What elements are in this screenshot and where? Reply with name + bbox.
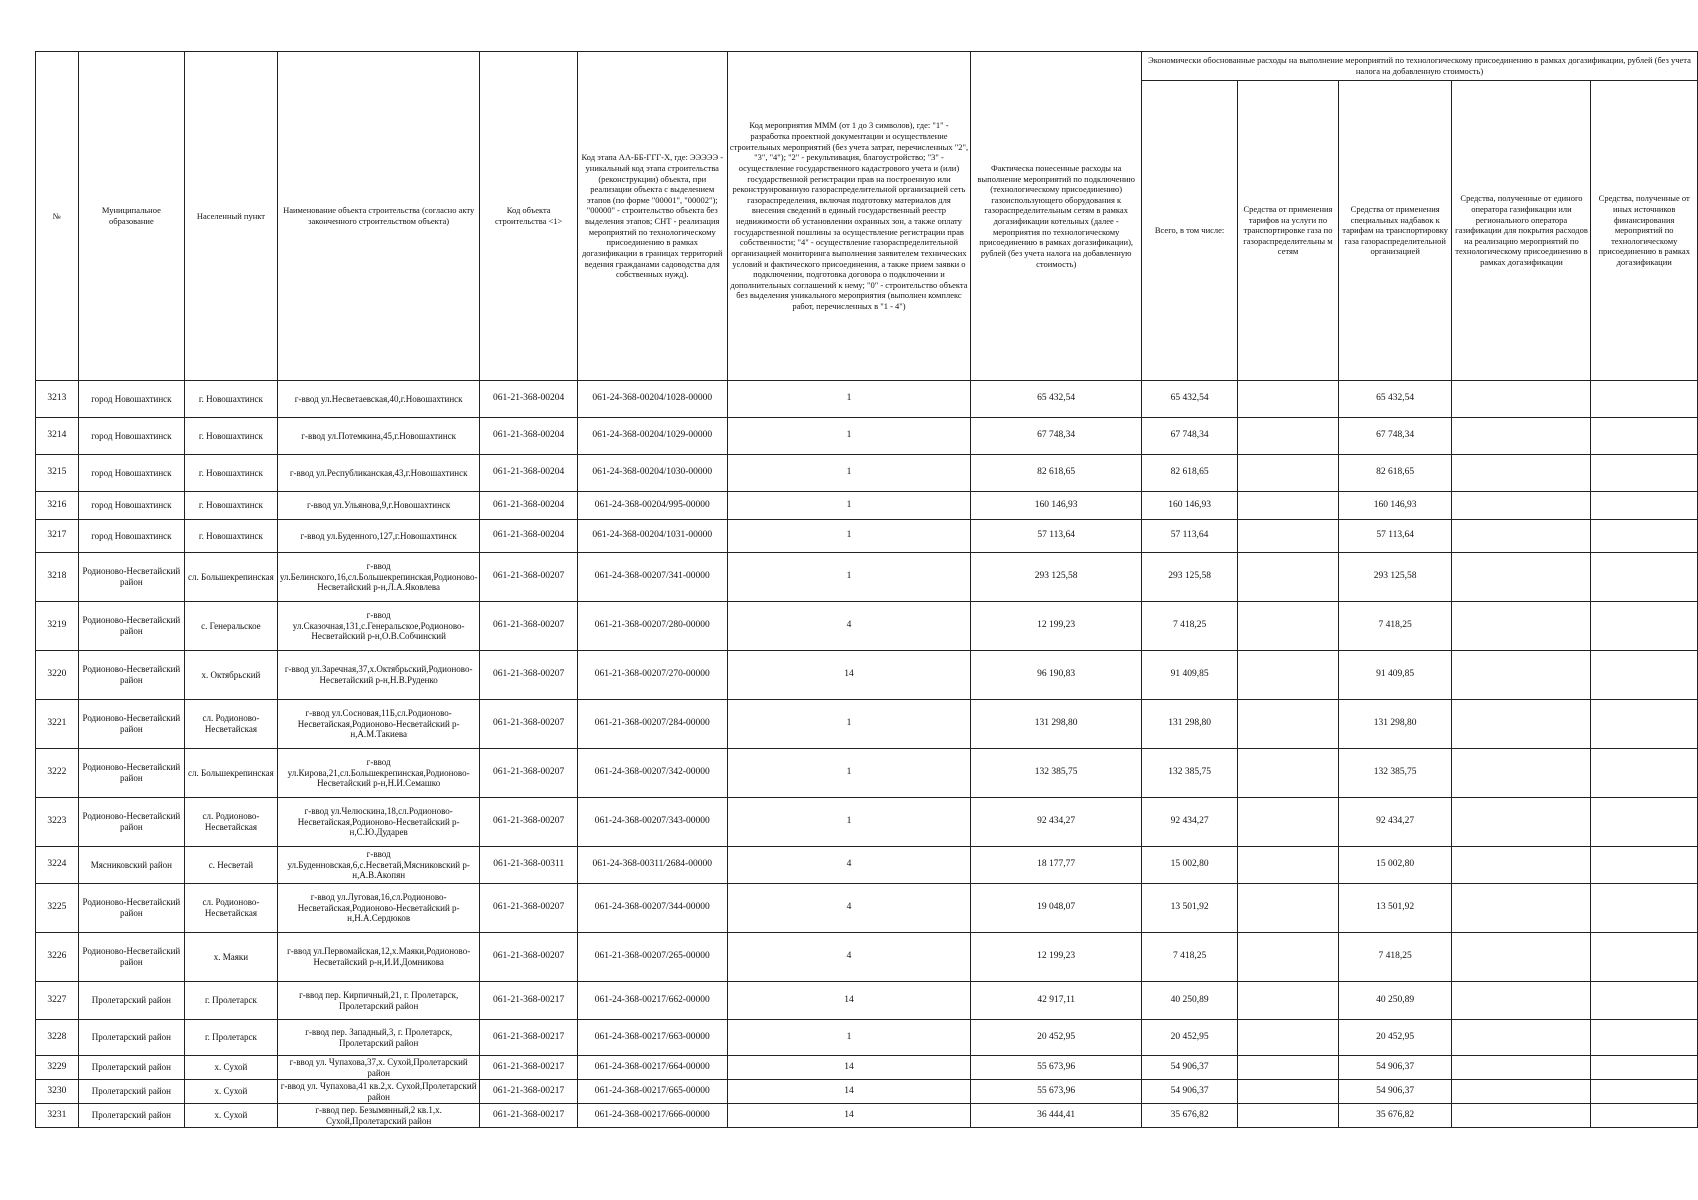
header-tariff-transport: Средства от применения тарифов на услуги по транспортировке газа по газораспределительны м сетям: [1238, 81, 1339, 381]
cell-activity-code: 14: [727, 1104, 971, 1128]
cell-stage-code: 061-24-368-00217/664-00000: [577, 1056, 727, 1080]
cell-total: 15 002,80: [1142, 847, 1238, 884]
cell-locality: х. Маяки: [185, 933, 278, 982]
cell-tariff-transport: [1238, 602, 1339, 651]
cell-num: 3220: [36, 651, 79, 700]
cell-activity-code: 1: [727, 700, 971, 749]
cell-object-name: г-ввод ул.Белинского,16,сл.Большекрепинская,Родионово-Несветайский р-н,Л.А.Яковлева: [277, 553, 480, 602]
cell-total: 40 250,89: [1142, 982, 1238, 1020]
cell-activity-code: 4: [727, 847, 971, 884]
cell-other-sources: [1591, 884, 1698, 933]
cell-activity-code: 14: [727, 1056, 971, 1080]
cell-object-code: 061-21-368-00204: [480, 381, 577, 418]
cell-num: 3226: [36, 933, 79, 982]
cell-actual-costs: 36 444,41: [971, 1104, 1142, 1128]
cell-actual-costs: 55 673,96: [971, 1056, 1142, 1080]
cell-actual-costs: 96 190,83: [971, 651, 1142, 700]
cell-locality: х. Октябрьский: [185, 651, 278, 700]
cell-municipality: город Новошахтинск: [78, 492, 184, 520]
cell-locality: г. Новошахтинск: [185, 381, 278, 418]
cell-special-markups: 54 906,37: [1338, 1056, 1452, 1080]
cell-special-markups: 65 432,54: [1338, 381, 1452, 418]
cell-locality: г. Новошахтинск: [185, 418, 278, 455]
cell-total: 65 432,54: [1142, 381, 1238, 418]
cell-tariff-transport: [1238, 847, 1339, 884]
table-row: [36, 602, 1698, 651]
cell-tariff-transport: [1238, 553, 1339, 602]
cell-other-sources: [1591, 602, 1698, 651]
table-row: [36, 651, 1698, 700]
cell-object-name: г-ввод ул.Несветаевская,40,г.Новошахтинск: [277, 381, 480, 418]
cell-stage-code: 061-24-368-00204/995-00000: [577, 492, 727, 520]
cell-num: 3227: [36, 982, 79, 1020]
table-row: [36, 798, 1698, 847]
table-row: [36, 492, 1698, 520]
cell-tariff-transport: [1238, 749, 1339, 798]
cell-activity-code: 4: [727, 884, 971, 933]
cell-stage-code: 061-24-368-00204/1031-00000: [577, 520, 727, 553]
cell-object-code: 061-21-368-00217: [480, 1020, 577, 1056]
header-locality: Населенный пункт: [185, 52, 278, 381]
cell-object-name: г-ввод ул.Челюскина,18,сл.Родионово-Несветайская,Родионово-Несветайский р-н,С.Ю.Дударев: [277, 798, 480, 847]
cell-single-operator: [1452, 418, 1591, 455]
cell-tariff-transport: [1238, 455, 1339, 492]
cell-locality: сл. Большекрепинская: [185, 749, 278, 798]
table-row: [36, 1104, 1698, 1128]
cell-special-markups: 7 418,25: [1338, 933, 1452, 982]
cell-locality: г. Пролетарск: [185, 982, 278, 1020]
cell-other-sources: [1591, 520, 1698, 553]
cell-object-code: 061-21-368-00207: [480, 700, 577, 749]
cell-stage-code: 061-24-368-00217/666-00000: [577, 1104, 727, 1128]
cell-special-markups: 40 250,89: [1338, 982, 1452, 1020]
cell-stage-code: 061-21-368-00207/265-00000: [577, 933, 727, 982]
cell-num: 3221: [36, 700, 79, 749]
cell-municipality: Пролетарский район: [78, 1080, 184, 1104]
header-actual-costs: Фактическа понесенные расходы на выполнение мероприятий по подключению (технологическому присоединению) газоиспользующего оборудования к газораспределительным сетям в рамках догазификации котельных (далее - мероприятия по технологическому присоединению в рамках догазификации), рублей (без учета налога на добавленную стоимость): [971, 52, 1142, 381]
cell-municipality: Родионово-Несветайский район: [78, 798, 184, 847]
cell-stage-code: 061-24-368-00217/663-00000: [577, 1020, 727, 1056]
cell-num: 3214: [36, 418, 79, 455]
cell-locality: с. Несветай: [185, 847, 278, 884]
cell-stage-code: 061-24-368-00204/1028-00000: [577, 381, 727, 418]
header-activity-code: Код мероприятия МММ (от 1 до 3 символов), где: "1" - разработка проектной документации и осуществление строительных мероприятий (без учета затрат, перечисленных "2", "3", "4"); "2" - рекультивация, благоустройство; "3" - осуществление государственного кадастрового учета и (или) государственной регистрации прав на построенную или реконструированную газораспределительной организацией сеть газораспределения, включая подготовку материалов для внесения сведений в единый государственный реестр недвижимости об установлении охранных зон, а также оплату государственной пошлины за осуществление регистрации прав собственности; "4" - осуществление газораспределительной организацией мониторинга выполнения заявителем технических условий и фактического присоединения, а также прием заявки о подключении, подготовка договора о подключении и дополнительных соглашений к нему; "0" - строительство объекта без выделения уникального мероприятия (выполнен комплекс работ, перечисленных в "1 - 4"): [727, 52, 971, 381]
cell-total: 35 676,82: [1142, 1104, 1238, 1128]
cell-total: 54 906,37: [1142, 1056, 1238, 1080]
cell-tariff-transport: [1238, 651, 1339, 700]
cell-activity-code: 1: [727, 381, 971, 418]
cell-stage-code: 061-24-368-00207/341-00000: [577, 553, 727, 602]
cell-total: 131 298,80: [1142, 700, 1238, 749]
cell-tariff-transport: [1238, 381, 1339, 418]
cell-locality: сл. Родионово-Несветайская: [185, 700, 278, 749]
cell-other-sources: [1591, 982, 1698, 1020]
cell-object-code: 061-21-368-00207: [480, 651, 577, 700]
table-row: [36, 847, 1698, 884]
cell-stage-code: 061-24-368-00217/665-00000: [577, 1080, 727, 1104]
header-single-operator: Средства, полученные от единого оператора газификации или регионального оператора газификации для покрытия расходов на реализацию мероприятий по технологическому присоединению в рамках догазификации: [1452, 81, 1591, 381]
cell-num: 3217: [36, 520, 79, 553]
cell-activity-code: 4: [727, 933, 971, 982]
cell-single-operator: [1452, 520, 1591, 553]
cell-total: 20 452,95: [1142, 1020, 1238, 1056]
cell-object-name: г-ввод ул.Ульянова,9,г.Новошахтинск: [277, 492, 480, 520]
table-row: [36, 700, 1698, 749]
cell-num: 3225: [36, 884, 79, 933]
cell-single-operator: [1452, 1080, 1591, 1104]
cell-object-code: 061-21-368-00217: [480, 1104, 577, 1128]
cell-other-sources: [1591, 933, 1698, 982]
cell-num: 3216: [36, 492, 79, 520]
cell-object-code: 061-21-368-00217: [480, 1080, 577, 1104]
table-row: [36, 749, 1698, 798]
cell-other-sources: [1591, 1080, 1698, 1104]
cell-tariff-transport: [1238, 982, 1339, 1020]
cell-municipality: город Новошахтинск: [78, 520, 184, 553]
cell-activity-code: 1: [727, 520, 971, 553]
cell-actual-costs: 12 199,23: [971, 933, 1142, 982]
cell-total: 57 113,64: [1142, 520, 1238, 553]
cell-object-name: г-ввод ул.Буденновская,6,с.Несветай,Мясниковский р-н,А.В.Акопян: [277, 847, 480, 884]
cell-single-operator: [1452, 602, 1591, 651]
cell-locality: сл. Большекрепинская: [185, 553, 278, 602]
cell-actual-costs: 65 432,54: [971, 381, 1142, 418]
header-total: Всего, в том числе:: [1142, 81, 1238, 381]
cell-single-operator: [1452, 798, 1591, 847]
cell-object-name: г-ввод пер. Западный,3, г. Пролетарск, Пролетарский район: [277, 1020, 480, 1056]
cell-object-name: г-ввод ул.Сказочная,131,с.Генеральское,Родионово-Несветайский р-н,О.В.Собчинский: [277, 602, 480, 651]
cell-municipality: Родионово-Несветайский район: [78, 933, 184, 982]
cell-other-sources: [1591, 455, 1698, 492]
cell-num: 3229: [36, 1056, 79, 1080]
cell-stage-code: 061-24-368-00207/343-00000: [577, 798, 727, 847]
table-row: [36, 455, 1698, 492]
cell-single-operator: [1452, 1056, 1591, 1080]
cell-special-markups: 131 298,80: [1338, 700, 1452, 749]
table-row: [36, 520, 1698, 553]
cell-single-operator: [1452, 982, 1591, 1020]
cell-total: 7 418,25: [1142, 933, 1238, 982]
cell-object-code: 061-21-368-00204: [480, 520, 577, 553]
cell-actual-costs: 18 177,77: [971, 847, 1142, 884]
cell-activity-code: 1: [727, 455, 971, 492]
cell-single-operator: [1452, 700, 1591, 749]
cell-object-code: 061-21-368-00207: [480, 933, 577, 982]
cell-activity-code: 14: [727, 982, 971, 1020]
cell-locality: с. Генеральское: [185, 602, 278, 651]
cell-municipality: город Новошахтинск: [78, 381, 184, 418]
cell-single-operator: [1452, 492, 1591, 520]
cell-tariff-transport: [1238, 520, 1339, 553]
cell-tariff-transport: [1238, 700, 1339, 749]
cell-special-markups: 13 501,92: [1338, 884, 1452, 933]
cell-stage-code: 061-24-368-00204/1029-00000: [577, 418, 727, 455]
header-other-sources: Средства, полученные от иных источников финансирования мероприятий по технологическому присоединению в рамках догазификации: [1591, 81, 1698, 381]
cell-object-code: 061-21-368-00207: [480, 749, 577, 798]
cell-locality: г. Новошахтинск: [185, 455, 278, 492]
cell-activity-code: 1: [727, 798, 971, 847]
cell-total: 293 125,58: [1142, 553, 1238, 602]
cell-special-markups: 92 434,27: [1338, 798, 1452, 847]
cell-other-sources: [1591, 798, 1698, 847]
header-stage-code: Код этапа АА-ББ-ГГГ-Х, где: ЭЭЭЭЭ - уникальный код этапа строительства (реконструкции) объекта, при реализации объекта с выделением этапов (по форме "00001", "00002"); "00000" - строительство объекта без выделения этапов; СНТ - реализация мероприятий по технологическому присоединению в рамках догазификации в границах территорий ведения гражданами садоводства для собственных нужд).: [577, 52, 727, 381]
cell-actual-costs: 55 673,96: [971, 1080, 1142, 1104]
cell-municipality: Родионово-Несветайский район: [78, 749, 184, 798]
cell-special-markups: 91 409,85: [1338, 651, 1452, 700]
cell-single-operator: [1452, 884, 1591, 933]
cost-table: [35, 51, 1698, 1128]
cell-actual-costs: 160 146,93: [971, 492, 1142, 520]
cell-object-name: г-ввод ул. Чупахова,37,х. Сухой,Пролетарский район: [277, 1056, 480, 1080]
cell-actual-costs: 132 385,75: [971, 749, 1142, 798]
cell-stage-code: 061-24-368-00207/344-00000: [577, 884, 727, 933]
cell-other-sources: [1591, 553, 1698, 602]
cell-special-markups: 15 002,80: [1338, 847, 1452, 884]
cell-object-code: 061-21-368-00204: [480, 455, 577, 492]
cell-other-sources: [1591, 1056, 1698, 1080]
cell-tariff-transport: [1238, 933, 1339, 982]
cell-actual-costs: 92 434,27: [971, 798, 1142, 847]
cell-locality: х. Сухой: [185, 1104, 278, 1128]
cell-actual-costs: 57 113,64: [971, 520, 1142, 553]
cell-object-name: г-ввод ул.Кирова,21,сл.Большекрепинская,Родионово-Несветайский р-н,Н.И.Семашко: [277, 749, 480, 798]
cell-stage-code: 061-24-368-00207/342-00000: [577, 749, 727, 798]
cell-actual-costs: 82 618,65: [971, 455, 1142, 492]
cell-other-sources: [1591, 492, 1698, 520]
cell-single-operator: [1452, 1104, 1591, 1128]
cell-total: 92 434,27: [1142, 798, 1238, 847]
cell-special-markups: 132 385,75: [1338, 749, 1452, 798]
cell-stage-code: 061-24-368-00311/2684-00000: [577, 847, 727, 884]
cell-object-code: 061-21-368-00217: [480, 1056, 577, 1080]
cell-object-name: г-ввод ул.Луговая,16,сл.Родионово-Несветайская,Родионово-Несветайский р-н,Н.А.Сердюков: [277, 884, 480, 933]
header-special-markups: Средства от применения специальных надбавок к тарифам на транспортировку газа газораспределительной организацией: [1338, 81, 1452, 381]
cell-activity-code: 1: [727, 749, 971, 798]
cell-municipality: Пролетарский район: [78, 982, 184, 1020]
cell-stage-code: 061-24-368-00204/1030-00000: [577, 455, 727, 492]
cell-actual-costs: 67 748,34: [971, 418, 1142, 455]
cell-tariff-transport: [1238, 492, 1339, 520]
cell-other-sources: [1591, 1104, 1698, 1128]
cell-num: 3224: [36, 847, 79, 884]
cell-num: 3218: [36, 553, 79, 602]
cell-special-markups: 67 748,34: [1338, 418, 1452, 455]
cell-object-code: 061-21-368-00207: [480, 798, 577, 847]
cell-stage-code: 061-21-368-00207/270-00000: [577, 651, 727, 700]
cell-activity-code: 4: [727, 602, 971, 651]
cell-locality: х. Сухой: [185, 1080, 278, 1104]
cell-single-operator: [1452, 381, 1591, 418]
table-row: [36, 418, 1698, 455]
cell-special-markups: 57 113,64: [1338, 520, 1452, 553]
cell-object-code: 061-21-368-00204: [480, 418, 577, 455]
cell-locality: г. Новошахтинск: [185, 520, 278, 553]
cell-actual-costs: 131 298,80: [971, 700, 1142, 749]
cell-actual-costs: 20 452,95: [971, 1020, 1142, 1056]
cell-object-name: г-ввод пер. Безымянный,2 кв.1,х. Сухой,Пролетарский район: [277, 1104, 480, 1128]
header-num: №: [36, 52, 79, 381]
cell-activity-code: 14: [727, 1080, 971, 1104]
cell-municipality: Родионово-Несветайский район: [78, 884, 184, 933]
table-row: [36, 553, 1698, 602]
table-row: [36, 381, 1698, 418]
cell-special-markups: 54 906,37: [1338, 1080, 1452, 1104]
cell-total: 132 385,75: [1142, 749, 1238, 798]
header-object-code: Код объекта строительства <1>: [480, 52, 577, 381]
table-row: [36, 884, 1698, 933]
cell-num: 3215: [36, 455, 79, 492]
cell-municipality: Родионово-Несветайский район: [78, 602, 184, 651]
cell-total: 67 748,34: [1142, 418, 1238, 455]
cell-special-markups: 82 618,65: [1338, 455, 1452, 492]
cell-municipality: Родионово-Несветайский район: [78, 553, 184, 602]
cell-locality: сл. Родионово-Несветайская: [185, 884, 278, 933]
cell-actual-costs: 12 199,23: [971, 602, 1142, 651]
cell-actual-costs: 293 125,58: [971, 553, 1142, 602]
cell-special-markups: 7 418,25: [1338, 602, 1452, 651]
cell-municipality: Пролетарский район: [78, 1056, 184, 1080]
cell-num: 3231: [36, 1104, 79, 1128]
cell-total: 13 501,92: [1142, 884, 1238, 933]
cell-num: 3219: [36, 602, 79, 651]
cell-tariff-transport: [1238, 1080, 1339, 1104]
cell-single-operator: [1452, 847, 1591, 884]
cell-single-operator: [1452, 455, 1591, 492]
cell-stage-code: 061-21-368-00207/284-00000: [577, 700, 727, 749]
cell-single-operator: [1452, 1020, 1591, 1056]
cell-tariff-transport: [1238, 798, 1339, 847]
cell-special-markups: 160 146,93: [1338, 492, 1452, 520]
cell-object-code: 061-21-368-00217: [480, 982, 577, 1020]
table-row: [36, 982, 1698, 1020]
cell-object-code: 061-21-368-00311: [480, 847, 577, 884]
cell-single-operator: [1452, 749, 1591, 798]
cell-total: 82 618,65: [1142, 455, 1238, 492]
cell-other-sources: [1591, 381, 1698, 418]
cell-locality: сл. Родионово-Несветайская: [185, 798, 278, 847]
cell-tariff-transport: [1238, 884, 1339, 933]
cell-municipality: Родионово-Несветайский район: [78, 651, 184, 700]
cell-total: 54 906,37: [1142, 1080, 1238, 1104]
cell-num: 3230: [36, 1080, 79, 1104]
cell-object-name: г-ввод ул. Чупахова,41 кв.2,х. Сухой,Пролетарский район: [277, 1080, 480, 1104]
cell-other-sources: [1591, 418, 1698, 455]
cell-locality: х. Сухой: [185, 1056, 278, 1080]
cell-municipality: Пролетарский район: [78, 1104, 184, 1128]
table-row: [36, 1020, 1698, 1056]
cell-object-code: 061-21-368-00207: [480, 884, 577, 933]
cell-municipality: город Новошахтинск: [78, 455, 184, 492]
cell-object-code: 061-21-368-00204: [480, 492, 577, 520]
cell-tariff-transport: [1238, 1056, 1339, 1080]
cell-activity-code: 14: [727, 651, 971, 700]
cell-object-name: г-ввод ул.Буденного,127,г.Новошахтинск: [277, 520, 480, 553]
cell-activity-code: 1: [727, 1020, 971, 1056]
cell-other-sources: [1591, 651, 1698, 700]
cell-stage-code: 061-21-368-00207/280-00000: [577, 602, 727, 651]
cell-single-operator: [1452, 553, 1591, 602]
cell-locality: г. Новошахтинск: [185, 492, 278, 520]
cell-single-operator: [1452, 651, 1591, 700]
cell-object-name: г-ввод пер. Кирпичный,21, г. Пролетарск, Пролетарский район: [277, 982, 480, 1020]
cell-municipality: Родионово-Несветайский район: [78, 700, 184, 749]
cell-tariff-transport: [1238, 1104, 1339, 1128]
cell-object-name: г-ввод ул.Первомайская,12,х.Маяки,Родионово-Несветайский р-н,И.И.Домникова: [277, 933, 480, 982]
cell-locality: г. Пролетарск: [185, 1020, 278, 1056]
cell-object-name: г-ввод ул.Потемкина,45,г.Новошахтинск: [277, 418, 480, 455]
cell-actual-costs: 42 917,11: [971, 982, 1142, 1020]
cell-object-name: г-ввод ул.Заречная,37,х.Октябрьский,Родионово-Несветайский р-н,Н.В.Руденко: [277, 651, 480, 700]
cell-activity-code: 1: [727, 418, 971, 455]
cell-activity-code: 1: [727, 492, 971, 520]
cell-num: 3223: [36, 798, 79, 847]
cell-object-name: г-ввод ул.Республиканская,43,г.Новошахтинск: [277, 455, 480, 492]
cell-other-sources: [1591, 1020, 1698, 1056]
cell-object-code: 061-21-368-00207: [480, 553, 577, 602]
table-row: [36, 933, 1698, 982]
table-row: [36, 1056, 1698, 1080]
cell-actual-costs: 19 048,07: [971, 884, 1142, 933]
cell-total: 160 146,93: [1142, 492, 1238, 520]
cell-total: 91 409,85: [1142, 651, 1238, 700]
cell-special-markups: 293 125,58: [1338, 553, 1452, 602]
cell-municipality: город Новошахтинск: [78, 418, 184, 455]
cell-other-sources: [1591, 700, 1698, 749]
table-row: [36, 1080, 1698, 1104]
cell-single-operator: [1452, 933, 1591, 982]
cell-object-name: г-ввод ул.Сосновая,11Б,сл.Родионово-Несветайская,Родионово-Несветайский р-н,А.М.Такиева: [277, 700, 480, 749]
cell-other-sources: [1591, 847, 1698, 884]
cell-tariff-transport: [1238, 1020, 1339, 1056]
cell-total: 7 418,25: [1142, 602, 1238, 651]
cell-num: 3213: [36, 381, 79, 418]
header-municipality: Муниципальное образование: [78, 52, 184, 381]
header-object-name: Наименование объекта строительства (согласно акту законченного строительством объекта): [277, 52, 480, 381]
cell-special-markups: 35 676,82: [1338, 1104, 1452, 1128]
cell-object-code: 061-21-368-00207: [480, 602, 577, 651]
cell-num: 3222: [36, 749, 79, 798]
cell-tariff-transport: [1238, 418, 1339, 455]
header-group-justified-costs: Экономически обоснованные расходы на выполнение мероприятий по технологическому присоединению в рамках догазификации, рублей (без учета налога на добавленную стоимость): [1142, 52, 1698, 81]
cell-municipality: Пролетарский район: [78, 1020, 184, 1056]
cell-num: 3228: [36, 1020, 79, 1056]
cell-special-markups: 20 452,95: [1338, 1020, 1452, 1056]
cell-other-sources: [1591, 749, 1698, 798]
cell-activity-code: 1: [727, 553, 971, 602]
cell-stage-code: 061-24-368-00217/662-00000: [577, 982, 727, 1020]
cell-municipality: Мясниковский район: [78, 847, 184, 884]
